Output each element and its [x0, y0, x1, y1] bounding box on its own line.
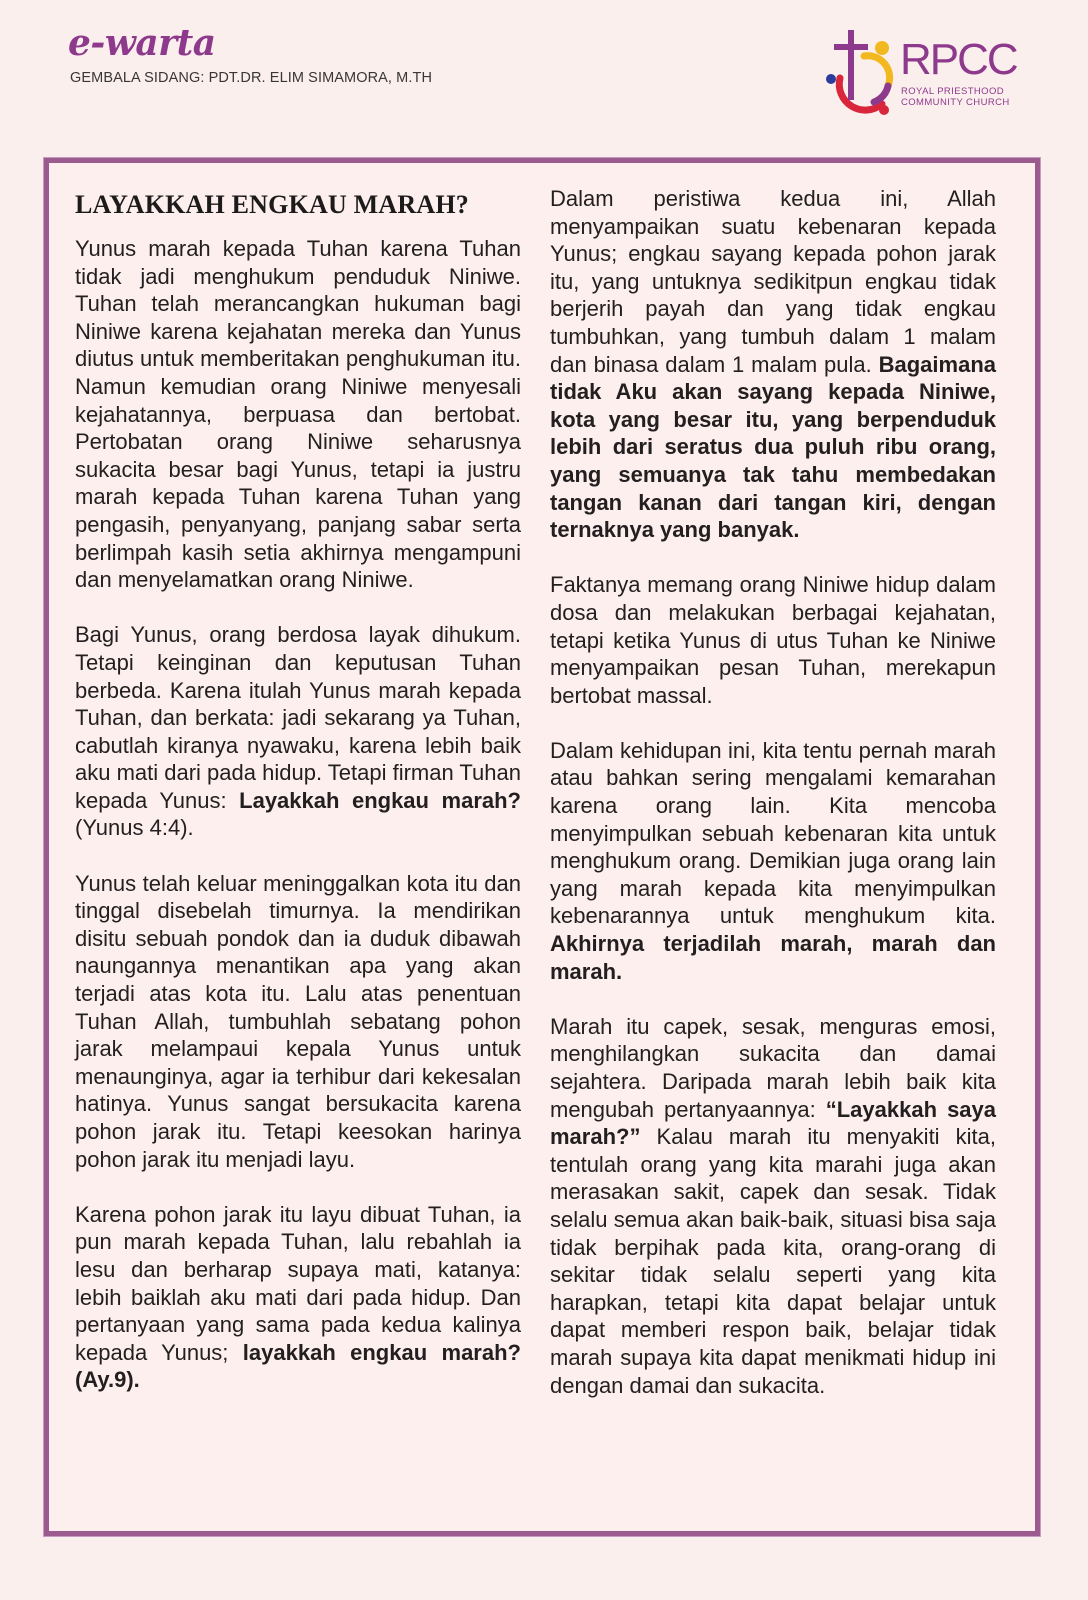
paragraph-text: Faktanya memang orang Niniwe hidup dalam dosa dan melakukan berbagai kejahatan, tetapi ketika Yunus di utus Tuhan ke Niniwe menyampaikan pesan Tuhan, merekapun bertobat massal.	[550, 572, 996, 708]
paragraph-text: Yunus marah kepada Tuhan karena Tuhan tidak jadi menghukum penduduk Niniwe. Tuhan telah merancangkan hukuman bagi Niniwe karena kejahatan mereka dan Yunus diutus untuk memberitakan penghukuman itu. Namun kemudian orang Niniwe menyesali kejahatannya, berpuasa dan bertobat. Pertobatan orang Niniwe seharusnya sukacita besar bagi Yunus, tetapi ia justru marah kepada Tuhan karena Tuhan yang pengasih, penyanyang, panjang sabar serta berlimpah kasih setia akhirnya mengampuni dan menyelamatkan orang Niniwe.	[75, 236, 521, 593]
logo-subtitle-2: COMMUNITY CHURCH	[901, 97, 1010, 108]
paragraph-text: Dalam kehidupan ini, kita tentu pernah marah atau bahkan sering mengalami kemarahan karena orang lain. Kita mencoba menyimpulkan sebuah kebenaran kita untuk menghukum orang. Demikian juga orang lain yang marah kepada kita menyimpulkan kebenarannya untuk menghukum kita.	[550, 737, 996, 929]
paragraph	[75, 235, 521, 594]
paragraph-text: Kalau marah itu menyakiti kita, tentulah orang yang kita marahi juga akan merasakan sakit, capek dan sesak. Tidak selalu semua akan baik-baik, situasi bisa saja tidak berpihak pada kita, orang-orang di sekitar tidak selalu seperti yang kita harapkan, tetapi kita dapat belajar untuk dapat memberi respon baik, belajar tidak marah supaya kita dapat menikmati hidup ini dengan damai dan sukacita.	[550, 1124, 996, 1398]
paragraph-text: Yunus telah keluar meninggalkan kota itu dan tinggal disebelah timurnya. Ia mendirikan disitu sebuah pondok dan ia duduk dibawah naungannya menantikan apa yang akan terjadi atas kota itu. Lalu atas penentuan Tuhan Allah, tumbuhlah sebatang pohon jarak melampaui kepala Yunus untuk menaunginya, agar ia terhibur dari kekesalan hatinya. Yunus sangat bersukacita karena pohon jarak itu. Tetapi keesokan harinya pohon jarak itu menjadi layu.	[75, 870, 521, 1172]
paragraph	[550, 737, 996, 985]
bold-text: “Layakkah saya marah?”	[550, 1096, 997, 1150]
bold-text: Layakkah engkau marah?	[239, 787, 521, 813]
article-frame	[44, 158, 1040, 1536]
paragraph-text: (Yunus 4:4).	[75, 815, 194, 841]
church-logo	[824, 26, 1034, 122]
article-title: LAYAKKAH ENGKAU MARAH?	[75, 190, 469, 219]
article-column-left	[75, 187, 521, 1422]
paragraph-text: Dalam peristiwa kedua ini, Allah menyampaikan suatu kebenaran kepada Yunus; engkau sayang kepada pohon jarak itu, yang untuknya sedikitpun engkau tidak berjerih payah dan yang tidak engkau tumbuhkan, yang tumbuh dalam 1 malam dan binasa dalam 1 malam pula.	[550, 186, 996, 377]
paragraph	[550, 571, 996, 709]
right-column-body	[550, 185, 996, 1399]
bold-text: Akhirnya terjadilah marah, marah dan marah.	[550, 931, 996, 984]
paragraph-text: Marah itu capek, sesak, menguras emosi, menghilangkan sukacita dan damai sejahtera. Daripada marah lebih baik kita mengubah pertanyaannya:	[550, 1013, 996, 1122]
brand-title: e-warta	[68, 22, 216, 64]
paragraph-text: Bagi Yunus, orang berdosa layak dihukum. Tetapi keinginan dan keputusan Tuhan berbeda. Karena itulah Yunus marah kepada Tuhan, dan berkata: jadi sekarang ya Tuhan, cabutlah kiranya nyawaku, karena lebih baik aku mati dari pada hidup. Tetapi firman Tuhan kepada Yunus:	[75, 622, 521, 813]
article-column-right	[550, 185, 996, 1427]
pastor-line: GEMBALA SIDANG: PDT.DR. ELIM SIMAMORA, M.TH	[70, 70, 433, 86]
paragraph	[75, 621, 521, 842]
paragraph	[75, 1201, 521, 1394]
paragraph	[75, 870, 521, 1174]
bold-text: Bagaimana tidak Aku akan sayang kepada Niniwe, kota yang besar itu, yang berpenduduk lebih dari seratus dua puluh ribu orang, yang semuanya tak tahu membedakan tangan kanan dari tangan kiri, dengan ternaknya yang banyak.	[550, 351, 996, 543]
logo-acronym: RPCC	[900, 35, 1017, 84]
cross-ring-icon	[824, 26, 900, 122]
paragraph-text: Karena pohon jarak itu layu dibuat Tuhan, ia pun marah kepada Tuhan, lalu rebahlah ia lesu dan berharap supaya mati, katanya: lebih baiklah aku mati dari pada hidup. Dan pertanyaan yang sama pada kedua kalinya kepada Yunus;	[75, 1201, 521, 1365]
bold-text: layakkah engkau marah? (Ay.9).	[75, 1339, 521, 1393]
logo-subtitle-1: ROYAL PRIESTHOOD	[901, 86, 1005, 97]
paragraph	[550, 185, 996, 544]
left-column-body	[75, 235, 521, 1394]
paragraph	[550, 1013, 996, 1399]
